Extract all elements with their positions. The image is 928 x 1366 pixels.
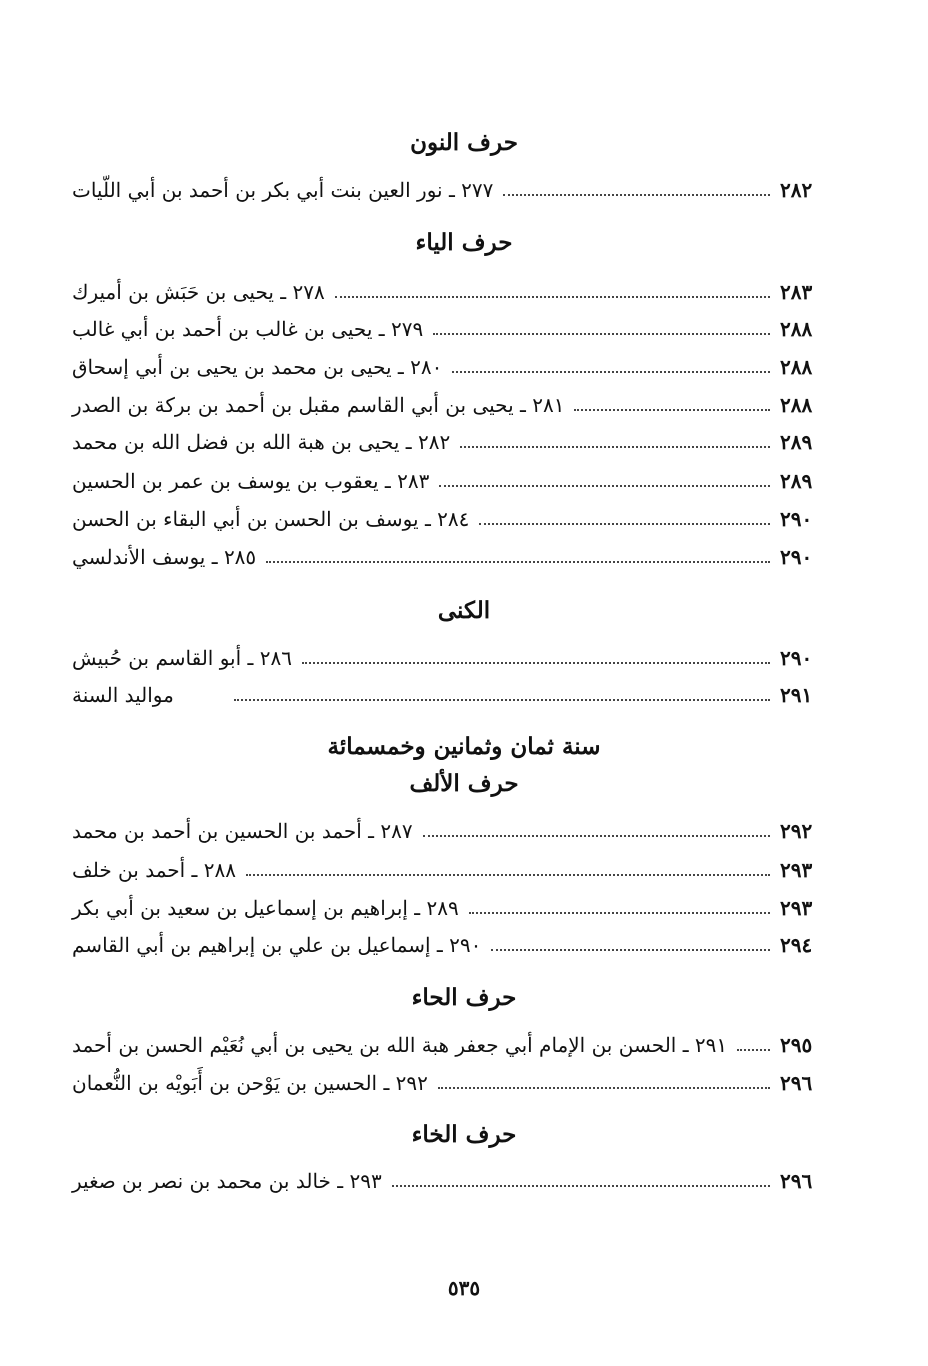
- dot-leader: [392, 1185, 770, 1187]
- entry-title: ٢٧٩ ـ يحيى بن غالب بن أحمد بن أبي غالب: [72, 317, 424, 341]
- year-heading: سنة ثمان وثمانين وخمسمائة: [327, 733, 601, 760]
- dot-leader: [423, 835, 770, 837]
- toc-entry: [72, 855, 830, 885]
- entry-title: ٢٩١ ـ الحسن بن الإمام أبي جعفر هبة الله بن يحيى بن أبي نُعَيْم الحسن بن أحمد: [72, 1033, 728, 1057]
- dot-leader: [438, 1087, 770, 1089]
- entry-page-number: ٢٩٦: [780, 1071, 813, 1095]
- entry-title: ٢٧٧ ـ نور العين بنت أبي بكر بن أحمد بن أبي اللّيات: [72, 178, 494, 202]
- entry-title: ٢٩٣ ـ خالد بن محمد بن نصر بن صغير: [72, 1169, 382, 1193]
- toc-entry: [72, 643, 830, 673]
- dot-leader: [469, 912, 770, 914]
- entry-page-number: ٢٩٣: [780, 896, 813, 920]
- entry-title: ٢٨٥ ـ يوسف الأندلسي: [72, 545, 257, 569]
- toc-entry: [72, 1166, 830, 1196]
- entry-page-number: ٢٨٩: [780, 469, 813, 493]
- dot-leader: [452, 371, 770, 373]
- dot-leader: [439, 485, 770, 487]
- toc-entry: [72, 816, 830, 846]
- dot-leader: [234, 699, 770, 701]
- entry-page-number: ٢٩٠: [780, 545, 813, 569]
- entry-title: ٢٨١ ـ يحيى بن أبي القاسم مقبل بن أحمد بن بركة بن الصدر: [72, 393, 565, 417]
- toc-entry: [72, 427, 830, 457]
- dot-leader: [266, 561, 770, 563]
- dot-leader: [737, 1049, 770, 1051]
- entry-title: ٢٧٨ ـ يحيى بن حَبَش بن أميرك: [72, 280, 325, 304]
- dot-leader: [460, 446, 770, 448]
- toc-entry: [72, 542, 830, 572]
- entry-page-number: ٢٩٢: [780, 819, 813, 843]
- toc-entry: [72, 1030, 830, 1060]
- entry-page-number: ٢٩٠: [780, 507, 813, 531]
- dot-leader: [479, 523, 770, 525]
- entry-page-number: ٢٨٩: [780, 430, 813, 454]
- entry-title: ٢٩٠ ـ إسماعيل بن علي بن إبراهيم بن أبي القاسم: [72, 933, 482, 957]
- entry-title: ٢٨٨ ـ أحمد بن خلف: [72, 858, 236, 882]
- entry-page-number: ٢٩٥: [780, 1033, 813, 1057]
- section-heading: حرف الياء: [415, 229, 513, 256]
- entry-page-number: ٢٩١: [780, 683, 813, 707]
- section-heading: الكنى: [437, 597, 491, 624]
- entry-page-number: ٢٩٠: [780, 646, 813, 670]
- section-heading: حرف النون: [410, 129, 518, 156]
- toc-entry: [72, 466, 830, 496]
- toc-entry: [72, 277, 830, 307]
- entry-page-number: ٢٨٨: [780, 393, 813, 417]
- entry-page-number: ٢٩٦: [780, 1169, 813, 1193]
- section-heading: حرف الخاء: [411, 1121, 517, 1148]
- entry-title: ٢٨٠ ـ يحيى بن محمد بن يحيى بن أبي إسحاق: [72, 355, 443, 379]
- entry-title: ٢٨٣ ـ يعقوب بن يوسف بن عمر بن الحسين: [72, 469, 430, 493]
- toc-entry: [72, 930, 830, 960]
- entry-title: ٢٨٤ ـ يوسف بن الحسن بن أبي البقاء بن الحسن: [72, 507, 470, 531]
- dot-leader: [491, 949, 770, 951]
- toc-entry: [72, 1068, 830, 1098]
- toc-entry: [72, 504, 830, 534]
- entry-page-number: ٢٨٣: [780, 280, 813, 304]
- toc-entry: [72, 893, 830, 923]
- entry-title: ٢٨٧ ـ أحمد بن الحسين بن أحمد بن محمد: [72, 819, 413, 843]
- section-heading: حرف الألف: [409, 770, 519, 797]
- entry-title: ٢٨٢ ـ يحيى بن هبة الله بن فضل الله بن محمد: [72, 430, 451, 454]
- entry-title: ٢٨٩ ـ إبراهيم بن إسماعيل بن سعيد بن أبي بكر: [72, 896, 459, 920]
- dot-leader: [246, 874, 770, 876]
- toc-entry: [72, 352, 830, 382]
- toc-entry: [72, 390, 830, 420]
- entry-title: ٢٨٦ ـ أبو القاسم بن حُبيش: [72, 646, 292, 670]
- entry-page-number: ٢٨٨: [780, 317, 813, 341]
- toc-entry: [72, 680, 830, 710]
- entry-title: ٢٩٢ ـ الحسين بن يَوْحن بن أَبَويْه بن النُّعمان: [72, 1071, 428, 1095]
- dot-leader: [503, 194, 770, 196]
- dot-leader: [335, 296, 770, 298]
- dot-leader: [302, 662, 770, 664]
- dot-leader: [433, 333, 770, 335]
- entry-title: مواليد السنة: [72, 683, 174, 707]
- dot-leader: [574, 409, 770, 411]
- section-heading: حرف الحاء: [411, 984, 517, 1011]
- entry-page-number: ٢٨٢: [780, 178, 813, 202]
- page-number: ٥٣٥: [447, 1276, 481, 1300]
- entry-page-number: ٢٨٨: [780, 355, 813, 379]
- toc-entry: [72, 314, 830, 344]
- entry-page-number: ٢٩٤: [780, 933, 813, 957]
- entry-page-number: ٢٩٣: [780, 858, 813, 882]
- toc-entry: [72, 175, 830, 205]
